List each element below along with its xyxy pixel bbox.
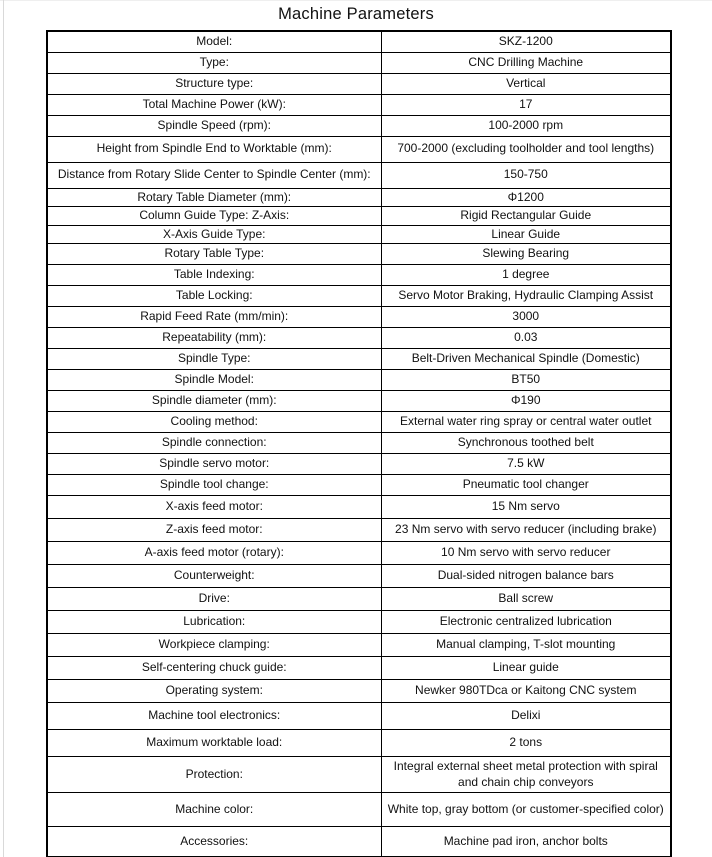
parameter-value: Rigid Rectangular Guide <box>381 207 671 226</box>
page-top-edge <box>0 0 712 1</box>
table-row <box>47 634 671 657</box>
parameter-label: Spindle servo motor: <box>47 454 381 475</box>
parameter-label: Spindle connection: <box>47 433 381 454</box>
parameter-value: Dual-sided nitrogen balance bars <box>381 565 671 588</box>
table-row <box>47 827 671 857</box>
table-row <box>47 542 671 565</box>
table-row <box>47 73 671 94</box>
parameter-label: Machine color: <box>47 793 381 827</box>
table-row <box>47 611 671 634</box>
parameter-value: 23 Nm servo with servo reducer (including brake) <box>381 519 671 542</box>
table-row <box>47 328 671 349</box>
parameter-label: Type: <box>47 52 381 73</box>
parameter-value: Electronic centralized lubrication <box>381 611 671 634</box>
table-row <box>47 31 671 52</box>
parameter-value: 10 Nm servo with servo reducer <box>381 542 671 565</box>
table-row <box>47 370 671 391</box>
parameter-value: Φ190 <box>381 391 671 412</box>
table-row <box>47 207 671 226</box>
parameter-value: Φ1200 <box>381 188 671 207</box>
table-row <box>47 391 671 412</box>
parameter-value: 100-2000 rpm <box>381 115 671 136</box>
table-row <box>47 730 671 757</box>
parameter-label: X-axis feed motor: <box>47 496 381 519</box>
table-row <box>47 757 671 793</box>
table-row <box>47 519 671 542</box>
parameter-label: Table Locking: <box>47 286 381 307</box>
parameter-label: Workpiece clamping: <box>47 634 381 657</box>
parameter-value: White top, gray bottom (or customer-specified color) <box>381 793 671 827</box>
parameter-label: Lubrication: <box>47 611 381 634</box>
parameter-label: Spindle Model: <box>47 370 381 391</box>
parameter-value: Delixi <box>381 703 671 730</box>
table-row <box>47 703 671 730</box>
page-left-edge <box>3 0 4 857</box>
table-row <box>47 136 671 162</box>
parameter-label: Operating system: <box>47 680 381 703</box>
parameter-value: 2 tons <box>381 730 671 757</box>
parameter-value: Belt-Driven Mechanical Spindle (Domestic) <box>381 349 671 370</box>
parameter-value: CNC Drilling Machine <box>381 52 671 73</box>
parameter-value: 700-2000 (excluding toolholder and tool lengths) <box>381 136 671 162</box>
parameter-label: Model: <box>47 31 381 52</box>
parameter-label: Accessories: <box>47 827 381 857</box>
parameter-value: Servo Motor Braking, Hydraulic Clamping Assist <box>381 286 671 307</box>
parameter-label: Structure type: <box>47 73 381 94</box>
parameter-label: X-Axis Guide Type: <box>47 225 381 244</box>
table-row <box>47 793 671 827</box>
table-row <box>47 680 671 703</box>
parameter-label: Counterweight: <box>47 565 381 588</box>
parameter-label: Z-axis feed motor: <box>47 519 381 542</box>
parameter-label: Self-centering chuck guide: <box>47 657 381 680</box>
parameter-value: External water ring spray or central water outlet <box>381 412 671 433</box>
table-row <box>47 162 671 188</box>
parameter-value: 0.03 <box>381 328 671 349</box>
parameter-label: Table Indexing: <box>47 265 381 286</box>
table-row <box>47 244 671 265</box>
table-row <box>47 307 671 328</box>
table-row <box>47 52 671 73</box>
table-row <box>47 433 671 454</box>
parameter-label: Height from Spindle End to Worktable (mm): <box>47 136 381 162</box>
parameter-value: Newker 980TDca or Kaitong CNC system <box>381 680 671 703</box>
parameter-value: SKZ-1200 <box>381 31 671 52</box>
table-row <box>47 286 671 307</box>
parameter-label: Rapid Feed Rate (mm/min): <box>47 307 381 328</box>
parameter-label: Drive: <box>47 588 381 611</box>
parameter-value: BT50 <box>381 370 671 391</box>
parameter-value: Pneumatic tool changer <box>381 475 671 496</box>
parameter-value: 150-750 <box>381 162 671 188</box>
parameter-label: Spindle tool change: <box>47 475 381 496</box>
parameter-value: Vertical <box>381 73 671 94</box>
parameter-value: Synchronous toothed belt <box>381 433 671 454</box>
table-row <box>47 496 671 519</box>
parameter-label: Rotary Table Diameter (mm): <box>47 188 381 207</box>
table-row <box>47 115 671 136</box>
parameter-value: Linear guide <box>381 657 671 680</box>
table-row <box>47 225 671 244</box>
parameter-label: Cooling method: <box>47 412 381 433</box>
parameter-label: Total Machine Power (kW): <box>47 94 381 115</box>
parameter-label: Repeatability (mm): <box>47 328 381 349</box>
parameter-label: Protection: <box>47 757 381 793</box>
table-row <box>47 454 671 475</box>
parameter-value: 3000 <box>381 307 671 328</box>
table-row <box>47 565 671 588</box>
table-row <box>47 475 671 496</box>
parameter-label: A-axis feed motor (rotary): <box>47 542 381 565</box>
parameter-value: Integral external sheet metal protection with spiral and chain chip conveyors <box>381 757 671 793</box>
machine-parameters-table <box>46 30 672 857</box>
table-row <box>47 188 671 207</box>
table-row <box>47 412 671 433</box>
table-row <box>47 265 671 286</box>
parameter-value: 15 Nm servo <box>381 496 671 519</box>
parameter-label: Spindle Type: <box>47 349 381 370</box>
machine-parameters-table-body <box>47 31 671 857</box>
table-row <box>47 349 671 370</box>
parameter-value: Slewing Bearing <box>381 244 671 265</box>
parameter-value: Machine pad iron, anchor bolts <box>381 827 671 857</box>
table-row <box>47 94 671 115</box>
parameter-label: Spindle diameter (mm): <box>47 391 381 412</box>
parameter-label: Rotary Table Type: <box>47 244 381 265</box>
parameter-value: 7.5 kW <box>381 454 671 475</box>
parameter-value: Ball screw <box>381 588 671 611</box>
parameter-value: Manual clamping, T-slot mounting <box>381 634 671 657</box>
parameter-label: Distance from Rotary Slide Center to Spindle Center (mm): <box>47 162 381 188</box>
parameter-value: 17 <box>381 94 671 115</box>
parameter-value: 1 degree <box>381 265 671 286</box>
table-row <box>47 588 671 611</box>
parameter-label: Column Guide Type: Z-Axis: <box>47 207 381 226</box>
parameter-label: Maximum worktable load: <box>47 730 381 757</box>
table-row <box>47 657 671 680</box>
page-title: Machine Parameters <box>278 5 434 23</box>
parameter-value: Linear Guide <box>381 225 671 244</box>
parameter-label: Machine tool electronics: <box>47 703 381 730</box>
parameter-label: Spindle Speed (rpm): <box>47 115 381 136</box>
